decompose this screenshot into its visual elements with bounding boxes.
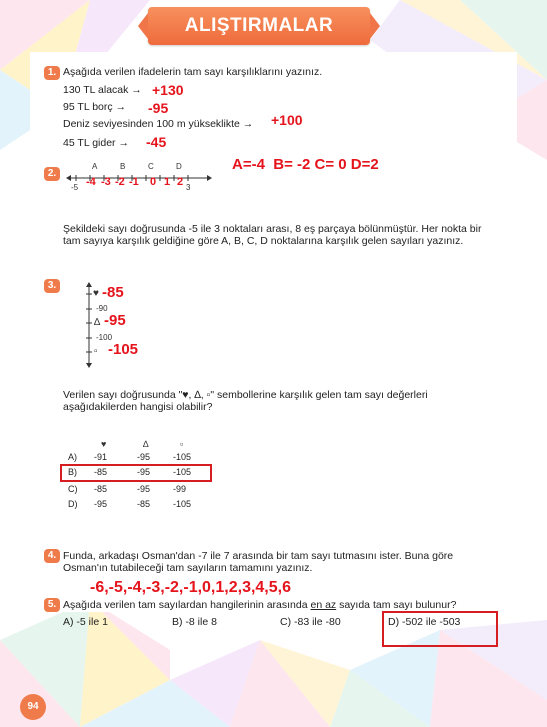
q5-prompt-before: Aşağıda verilen tam sayılardan hangilerinin arasında [63, 599, 311, 611]
q1-answer-2: -95 [148, 100, 169, 116]
q3-answer-square: -105 [108, 341, 139, 358]
q5-prompt-underlined: en az [310, 599, 337, 611]
q5-prompt [63, 599, 456, 611]
option-d-value-2: -85 [137, 499, 151, 509]
q2-prompt-line-2: tam sayıya karşılık geldiğine göre A, B, C, D noktalarına karşılık gelen sayıları yazınız. [63, 235, 464, 247]
q1-item-1: 130 TL alacak → [63, 84, 142, 96]
question-number-3: 3. [44, 279, 60, 293]
handwritten-tick-minus-1: -1 [129, 176, 139, 188]
handwritten-tick-1: 1 [164, 176, 171, 188]
point-label-a: A [92, 162, 98, 171]
handwritten-tick-minus-4: -4 [86, 176, 96, 188]
handwritten-tick-2: 2 [177, 176, 184, 188]
point-label-c: C [148, 162, 154, 171]
handwritten-tick-minus-2: -2 [115, 176, 125, 188]
q5-option-b: B) -8 ile 8 [172, 616, 217, 628]
option-a-value-2: -95 [137, 452, 151, 462]
table-header-heart: ♥ [101, 439, 107, 449]
option-b-value-2: -95 [137, 467, 151, 477]
q4-answer: -6,-5,-4,-3,-2,-1,0,1,2,3,4,5,6 [90, 579, 291, 596]
option-d-value-3: -105 [173, 499, 192, 509]
triangle-icon: ∆ [94, 317, 101, 328]
q1-item-3: Deniz seviyesinden 100 m yükseklikte → [63, 118, 254, 130]
q2-prompt-line-1: Şekildeki sayı doğrusunda -5 ile 3 noktaları arası, 8 eş parçaya bölünmüştür. Her nokta bir [63, 223, 482, 235]
question-1-prompt: Aşağıda verilen ifadelerin tam sayı karşılıklarını yazınız. [63, 66, 323, 78]
question-number-2: 2. [44, 167, 60, 181]
point-label-d: D [176, 162, 182, 171]
option-c-label: C) [68, 484, 78, 494]
title-banner [148, 7, 370, 45]
option-a-value-1: -91 [94, 452, 108, 462]
option-d-value-1: -95 [94, 499, 108, 509]
option-a-value-3: -105 [173, 452, 192, 462]
q1-item-2: 95 TL borç → [63, 101, 127, 113]
q3-answer-heart: -85 [102, 284, 124, 301]
q1-answer-4: -45 [146, 134, 167, 150]
question-number-4: 4. [44, 549, 60, 563]
q5-option-a: A) -5 ile 1 [63, 616, 108, 628]
q1-answer-1: +130 [152, 82, 184, 98]
q5-option-c: C) -83 ile -80 [280, 616, 341, 628]
q2-answer: A=-4 B= -2 C= 0 D=2 [232, 156, 379, 173]
page-number-badge: 94 [20, 694, 46, 720]
axis-label-minus-100: -100 [96, 333, 113, 342]
option-b-value-1: -85 [94, 467, 108, 477]
option-a-label: A) [68, 452, 77, 462]
q1-answer-3: +100 [271, 112, 303, 128]
option-c-value-2: -95 [137, 484, 151, 494]
axis-label-3: 3 [186, 183, 191, 192]
question-number-1: 1. [44, 66, 60, 80]
q1-item-4: 45 TL gider → [63, 137, 129, 149]
axis-label-minus-5: -5 [71, 183, 79, 192]
q5-option-d: D) -502 ile -503 [388, 616, 461, 628]
axis-label-minus-90: -90 [96, 304, 108, 313]
option-d-label: D) [68, 499, 78, 509]
option-b-value-3: -105 [173, 467, 192, 477]
square-icon: ▫ [94, 346, 98, 357]
q4-prompt-line-2: Osman'ın tutabileceği tam sayıların tamamını yazınız. [63, 562, 313, 574]
q3-answer-triangle: -95 [104, 312, 126, 329]
question-number-5: 5. [44, 598, 60, 612]
q4-prompt-line-1: Funda, arkadaşı Osman'dan -7 ile 7 arasında bir tam sayı tutmasını ister. Buna göre [63, 550, 454, 562]
handwritten-tick-minus-3: -3 [101, 176, 111, 188]
q5-prompt-after: sayıda tam sayı bulunur? [336, 599, 457, 611]
option-b-label: B) [68, 467, 77, 477]
point-label-b: B [120, 162, 126, 171]
table-header-triangle: ∆ [143, 439, 149, 449]
option-c-value-1: -85 [94, 484, 108, 494]
option-c-value-3: -99 [173, 484, 187, 494]
q3-prompt-line-1: Verilen sayı doğrusunda "♥, ∆, ▫" sembollerine karşılık gelen tam sayı değerleri [63, 389, 428, 401]
handwritten-tick-0: 0 [150, 176, 157, 188]
heart-icon: ♥ [93, 288, 99, 299]
q3-prompt-line-2: aşağıdakilerden hangisi olabilir? [63, 401, 213, 413]
page-title: ALIŞTIRMALAR [184, 15, 334, 36]
table-header-square: ▫ [180, 439, 184, 449]
